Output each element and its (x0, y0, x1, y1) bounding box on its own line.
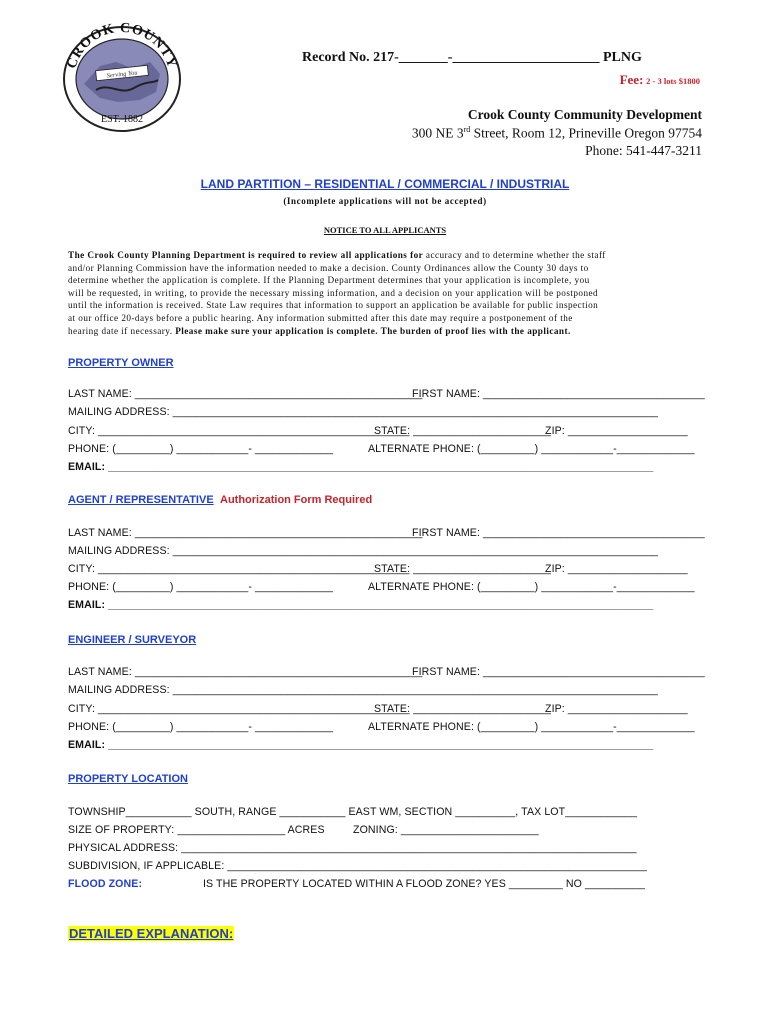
engineer-alt-phone-field[interactable]: ALTERNATE PHONE: (_________) ____________-_____________ (368, 721, 695, 733)
notice-line-7: hearing date if necessary. (68, 325, 176, 336)
subdivision-field[interactable]: SUBDIVISION, IF APPLICABLE: ______________________________________________________________________ (68, 860, 647, 872)
owner-last-name-field[interactable]: LAST NAME: ________________________________________________ (68, 388, 423, 400)
fee-label: Fee: (619, 72, 644, 87)
detailed-explanation-heading: DETAILED EXPLANATION: (69, 926, 234, 941)
notice-line-6: at our office 20-days before a public hearing. Any information submitted after this date may require a postponement of the (68, 312, 573, 323)
form-title: LAND PARTITION – RESIDENTIAL / COMMERCIAL / INDUSTRIAL (200, 177, 570, 191)
agent-state-field[interactable]: STATE: _______________________ (374, 563, 551, 575)
department-address (412, 125, 702, 142)
engineer-first-name-field[interactable]: FIRST NAME: _____________________________________ (412, 666, 705, 678)
address-part-2: Street, Room 12, Prineville Oregon 97754 (470, 125, 702, 141)
zoning-field[interactable]: ZONING: _______________________ (353, 824, 539, 836)
engineer-phone-field[interactable]: PHONE: (_________) ____________- _____________ (68, 721, 333, 733)
owner-state-field[interactable]: STATE: _______________________ (374, 425, 551, 437)
agent-mailing-address-field[interactable]: MAILING ADDRESS: _________________________________________________________________________________ (68, 545, 659, 557)
notice-heading: NOTICE TO ALL APPLICANTS (323, 225, 447, 235)
engineer-mailing-address-field[interactable]: MAILING ADDRESS: _________________________________________________________________________________ (68, 684, 659, 696)
engineer-zip-field[interactable]: ZIP: ____________________ (545, 703, 688, 715)
flood-zone-label: FLOOD ZONE: (68, 878, 143, 890)
notice-line-4: will be requested, in writing, to provide the necessary missing information, and a decision on your application will be postponed (68, 287, 599, 298)
physical-address-field[interactable]: PHYSICAL ADDRESS: ____________________________________________________________________________ (68, 842, 637, 854)
agent-phone-row (68, 581, 695, 593)
engineer-email-field[interactable]: EMAIL: ___________________________________________________________________________________________ (68, 739, 654, 751)
owner-phone-field[interactable]: PHONE: (_________) ____________- _____________ (68, 443, 333, 455)
township-range-section-field[interactable]: TOWNSHIP___________ SOUTH, RANGE ___________ EAST WM, SECTION __________, TAX LOT____________ (68, 806, 638, 818)
agent-city-row (68, 563, 688, 575)
agent-first-name-field[interactable]: FIRST NAME: _____________________________________ (412, 527, 705, 539)
agent-email-field[interactable]: EMAIL: ___________________________________________________________________________________________ (68, 599, 654, 611)
owner-email-field[interactable]: EMAIL: ___________________________________________________________________________________________ (68, 461, 654, 473)
owner-zip-field[interactable]: ZIP: ____________________ (545, 425, 688, 437)
fee-value: 2 - 3 lots $1800 (646, 76, 700, 86)
flood-zone-row (68, 878, 645, 890)
notice-line-1: accuracy and to determine whether the staff (423, 250, 606, 260)
engineer-state-field[interactable]: STATE: _______________________ (374, 703, 551, 715)
county-seal (60, 22, 184, 132)
engineer-phone-row (68, 721, 695, 733)
property-size-field[interactable]: SIZE OF PROPERTY: __________________ ACRES (68, 824, 325, 836)
engineer-city-row (68, 703, 688, 715)
county-seal-graphic (60, 22, 184, 132)
owner-alt-phone-field[interactable]: ALTERNATE PHONE: (_________) ____________-_____________ (368, 443, 695, 455)
form-subtitle: (Incomplete applications will not be accepted) (283, 196, 487, 206)
engineer-city-field[interactable]: CITY: ____________________________________________________ (68, 703, 410, 715)
size-zoning-row (68, 824, 539, 836)
address-part-1: 300 NE 3 (411, 125, 464, 141)
seal-bottom-text: EST. 1882 (100, 114, 144, 125)
owner-mailing-address-field[interactable]: MAILING ADDRESS: _________________________________________________________________________________ (68, 406, 659, 418)
agent-heading: AGENT / REPRESENTATIVE (68, 494, 214, 506)
authorization-note: Authorization Form Required (220, 494, 373, 506)
property-location-heading: PROPERTY LOCATION (68, 773, 188, 785)
owner-city-field[interactable]: CITY: ____________________________________________________ (68, 425, 410, 437)
agent-alt-phone-field[interactable]: ALTERNATE PHONE: (_________) ____________-_____________ (368, 581, 695, 593)
property-owner-heading: PROPERTY OWNER (68, 357, 174, 369)
agent-zip-field[interactable]: ZIP: ____________________ (545, 563, 688, 575)
agent-last-name-field[interactable]: LAST NAME: ________________________________________________ (68, 527, 423, 539)
record-number-text: Record No. 217-_______-_____________________ PLNG (302, 50, 642, 65)
owner-first-name-field[interactable]: FIRST NAME: _____________________________________ (412, 388, 705, 400)
notice-line-5: until the information is received. State Law requires that information to support an application be available for public inspection (68, 300, 599, 311)
engineer-heading: ENGINEER / SURVEYOR (68, 634, 197, 646)
notice-lead: The Crook County Planning Department is required to review all applications for (68, 250, 424, 260)
department-phone: Phone: 541-447-3211 (585, 143, 702, 158)
flood-zone-question-field[interactable]: IS THE PROPERTY LOCATED WITHIN A FLOOD ZONE? YES _________ NO __________ (203, 878, 645, 890)
fee-line (620, 72, 700, 88)
notice-burden: Please make sure your application is complete. The burden of proof lies with the applicant. (175, 325, 571, 336)
owner-city-row (68, 425, 688, 437)
notice-line-3: determine whether the application is complete. If the Planning Department determines that your application is incomplete, you (68, 275, 590, 286)
address-superscript: rd (463, 125, 471, 134)
seal-top-text: CROOK COUNTY (64, 22, 180, 71)
record-number (302, 50, 642, 66)
agent-phone-field[interactable]: PHONE: (_________) ____________- _____________ (68, 581, 333, 593)
owner-name-row (68, 388, 705, 400)
engineer-last-name-field[interactable]: LAST NAME: ________________________________________________ (68, 666, 423, 678)
notice-paragraph (68, 249, 708, 337)
seal-banner-text: Serving You (106, 69, 138, 80)
department-name: Crook County Community Development (467, 107, 702, 122)
engineer-name-row (68, 666, 705, 678)
owner-phone-row (68, 443, 695, 455)
agent-city-field[interactable]: CITY: ____________________________________________________ (68, 563, 410, 575)
notice-line-2: and/or Planning Commission have the information needed to make a decision. County Ordinances allow the County 30 days to (68, 262, 589, 273)
agent-name-row (68, 527, 705, 539)
